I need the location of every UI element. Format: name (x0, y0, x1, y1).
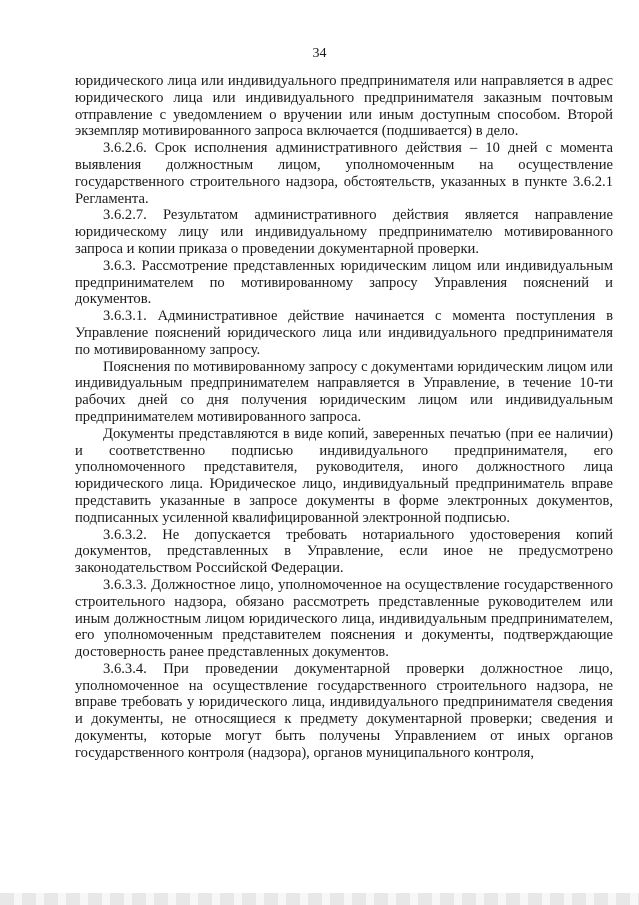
paragraph-3-6-2-7: 3.6.2.7. Результатом административного действия является направление юридическому лицу или индивидуальному предпринимателю мотивированного запроса и копии приказа о проведении документарной проверки. (75, 207, 613, 257)
paragraph-3-6-3-1: 3.6.3.1. Административное действие начинается с момента поступления в Управление пояснений юридического лица или индивидуального предпринимателя по мотивированному запросу. (75, 308, 613, 358)
paragraph-3-6-3: 3.6.3. Рассмотрение представленных юридическим лицом или индивидуальным предпринимателем по мотивированному запросу Управления пояснений и документов. (75, 257, 613, 308)
scan-bottom-edge (0, 893, 639, 905)
page-number: 34 (312, 46, 327, 61)
paragraph-3-6-3-2: 3.6.3.2. Не допускается требовать нотариального удостоверения копий документов, представленных в Управление, если иное не предусмотрено законодательством Российской Федерации. (75, 526, 613, 577)
paragraph-3-6-3-4: 3.6.3.4. При проведении документарной проверки должностное лицо, уполномоченное на осуществление государственного строительного надзора, не вправе требовать у юридического лица, индивидуального предпринимателя сведения и документы, не относящиеся к предмету документарной проверки; сведения и документы, которые могут быть получены Управлением от иных органов государственного контроля (надзора), органов муниципального контроля, (75, 660, 613, 761)
paragraph-documents-copies: Документы представляются в виде копий, заверенных печатью (при ее наличии) и соответственно подписью индивидуального предпринимателя, его уполномоченного представителя, руководителя, иного должностного лица юридического лица. Юридическое лицо, индивидуальный предприниматель вправе представить указанные в запросе документы в форме электронных документов, подписанных усиленной квалифицированной электронной подписью. (75, 425, 613, 526)
paragraph-explanations-deadline: Пояснения по мотивированному запросу с документами юридическим лицом или индивидуальным предпринимателем направляется в Управление, в течение 10-ти рабочих дней со дня получения юридическим лицом или индивидуальным предпринимателем мотивированного запроса. (75, 358, 613, 425)
paragraph-continuation: юридического лица или индивидуального предпринимателя или направляется в адрес юридического лица или индивидуального предпринимателя заказным почтовым отправление с уведомлением о вручении или иным доступным способом. Второй экземпляр мотивированного запроса включается (подшивается) в дело. (75, 73, 613, 140)
document-body (75, 73, 613, 762)
paragraph-3-6-2-6: 3.6.2.6. Срок исполнения административного действия – 10 дней с момента выявления должностным лицом, уполномоченным на осуществление государственного строительного надзора, обстоятельств, указанных в пункте 3.6.2.1 Регламента. (75, 140, 613, 207)
paragraph-3-6-3-3: 3.6.3.3. Должностное лицо, уполномоченное на осуществление государственного строительного надзора, обязано рассмотреть представленные руководителем или иным должностным лицом юридического лица, индивидуальным предпринимателем, его уполномоченным представителем пояснения и документы, подтверждающие достоверность ранее представленных документов. (75, 576, 613, 661)
